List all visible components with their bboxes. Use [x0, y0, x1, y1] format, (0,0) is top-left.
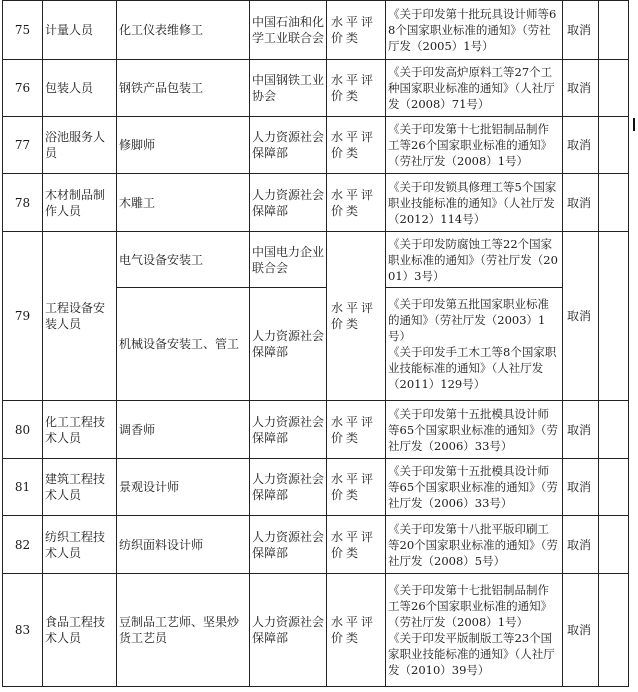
page-edge-mark [633, 118, 635, 131]
basis-cell: 《关于印发第十七批铝制品制作工等26个国家职业标准的通知》（劳社厅发（2008）1号） [386, 117, 563, 174]
row-number: 76 [3, 60, 43, 117]
basis-document: 《关于印发第五批国家职业标准的通知》（劳社厅发（2003）1号） [388, 297, 549, 343]
occupation-cell: 景观设计师 [117, 459, 250, 516]
occupation-cell: 电气设备安装工 [117, 232, 250, 288]
basis-document: 《关于印发第十七批铝制品制作工等26个国家职业标准的通知》（劳社厅发（2008）1号） [388, 583, 553, 629]
basis-cell: 《关于印发防腐蚀工等22个国家职业标准的通知》（劳社厅发（2001）3号） [386, 232, 563, 288]
basis-cell: 《关于印发第十八批平版印刷工等20个国家职业标准的通知》（劳社厅发（2008）5号） [386, 516, 563, 574]
department-cell: 人力资源社会保障部 [250, 288, 327, 401]
category-cell: 化工工程技术人员 [43, 401, 117, 459]
action-cell: 取消 [563, 1, 599, 60]
basis-cell: 《关于印发第十五批模具设计师等65个国家职业标准的通知》（劳社厅发（2006）33号） [386, 401, 563, 459]
occupation-cell: 调香师 [117, 401, 250, 459]
empty-cell [599, 401, 629, 459]
action-cell: 取消 [563, 232, 599, 401]
empty-cell [599, 174, 629, 232]
department-cell: 中国电力企业联合会 [250, 232, 327, 288]
action-cell: 取消 [563, 459, 599, 516]
table-row [3, 60, 629, 117]
type-cell: 水平评价类 [327, 516, 386, 574]
type-cell: 水平评价类 [327, 574, 386, 687]
occupation-cell: 钢铁产品包装工 [117, 60, 250, 117]
basis-document: 《关于印发平版制版工等23个国家职业技能标准的通知》（人社厅发（2010）39号） [388, 631, 555, 677]
basis-cell: 《关于印发高炉原料工等27个工种国家职业标准的通知》（人社厅发（2008）71号） [386, 60, 563, 117]
category-cell: 浴池服务人员 [43, 117, 117, 174]
empty-cell [599, 459, 629, 516]
empty-cell [599, 516, 629, 574]
row-number: 79 [3, 232, 43, 401]
action-cell: 取消 [563, 174, 599, 232]
basis-cell [386, 574, 563, 687]
row-number: 81 [3, 459, 43, 516]
table-row [3, 516, 629, 574]
empty-cell [599, 60, 629, 117]
category-cell: 包装人员 [43, 60, 117, 117]
type-cell: 水平评价类 [327, 60, 386, 117]
occupation-cell: 修脚师 [117, 117, 250, 174]
action-cell: 取消 [563, 117, 599, 174]
category-cell: 工程设备安装人员 [43, 232, 117, 401]
row-number: 82 [3, 516, 43, 574]
department-cell: 人力资源社会保障部 [250, 574, 327, 687]
table-row [3, 401, 629, 459]
table-row [3, 232, 629, 288]
row-number: 80 [3, 401, 43, 459]
department-cell: 人力资源社会保障部 [250, 459, 327, 516]
row-number: 78 [3, 174, 43, 232]
table-row [3, 1, 629, 60]
department-cell: 人力资源社会保障部 [250, 401, 327, 459]
action-cell: 取消 [563, 60, 599, 117]
table-row [3, 574, 629, 687]
row-number: 75 [3, 1, 43, 60]
category-cell: 纺织工程技术人员 [43, 516, 117, 574]
empty-cell [599, 117, 629, 174]
type-cell: 水平评价类 [327, 459, 386, 516]
basis-document: 《关于印发手工木工等8个国家职业技能标准的通知》（人社厅发（2011）129号） [388, 345, 557, 391]
department-cell: 中国石油和化学工业联合会 [250, 1, 327, 60]
basis-cell: 《关于印发锁具修理工等5个国家职业技能标准的通知》（人社厅发（2012）114号） [386, 174, 563, 232]
department-cell: 人力资源社会保障部 [250, 516, 327, 574]
table-row [3, 117, 629, 174]
category-cell: 计量人员 [43, 1, 117, 60]
category-cell: 建筑工程技术人员 [43, 459, 117, 516]
department-cell: 人力资源社会保障部 [250, 117, 327, 174]
type-cell: 水平评价类 [327, 401, 386, 459]
occupation-qualification-table [2, 0, 629, 687]
occupation-cell: 木雕工 [117, 174, 250, 232]
department-cell: 中国钢铁工业协会 [250, 60, 327, 117]
empty-cell [599, 1, 629, 60]
action-cell: 取消 [563, 401, 599, 459]
type-cell: 水平评价类 [327, 174, 386, 232]
category-cell: 木材制品制作人员 [43, 174, 117, 232]
action-cell: 取消 [563, 574, 599, 687]
occupation-cell: 纺织面料设计师 [117, 516, 250, 574]
type-cell: 水平评价类 [327, 117, 386, 174]
occupation-cell: 化工仪表维修工 [117, 1, 250, 60]
department-cell: 人力资源社会保障部 [250, 174, 327, 232]
table-row [3, 174, 629, 232]
basis-cell [386, 288, 563, 401]
basis-cell: 《关于印发第十批玩具设计师等68个国家职业标准的通知》（劳社厅发（2005）1号） [386, 1, 563, 60]
type-cell: 水平评价类 [327, 1, 386, 60]
table-row [3, 459, 629, 516]
basis-cell: 《关于印发第十五批模具设计师等65个国家职业标准的通知》（劳社厅发（2006）33号） [386, 459, 563, 516]
occupation-cell: 机械设备安装工、管工 [117, 288, 250, 401]
action-cell: 取消 [563, 516, 599, 574]
empty-cell [599, 232, 629, 401]
row-number: 77 [3, 117, 43, 174]
category-cell: 食品工程技术人员 [43, 574, 117, 687]
row-number: 83 [3, 574, 43, 687]
type-cell: 水平评价类 [327, 232, 386, 401]
empty-cell [599, 574, 629, 687]
occupation-cell: 豆制品工艺师、坚果炒货工艺员 [117, 574, 250, 687]
